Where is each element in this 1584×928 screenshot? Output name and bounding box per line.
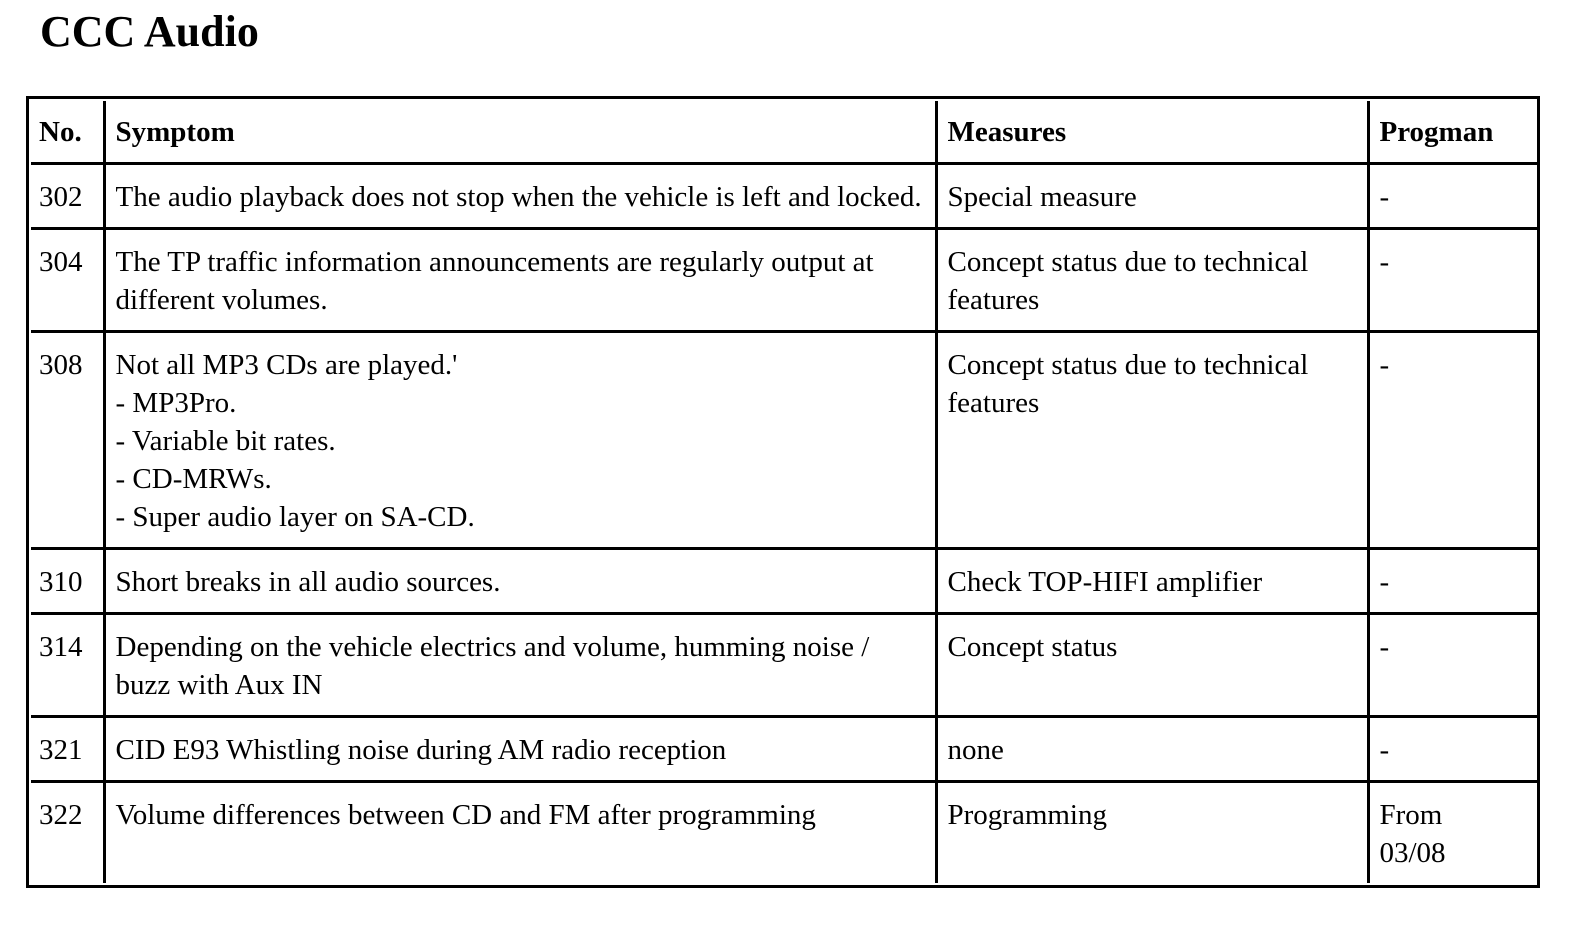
table-row <box>31 781 1539 883</box>
cell-progman <box>1368 228 1539 331</box>
cell-symptom <box>104 716 936 781</box>
cell-symptom <box>104 781 936 883</box>
cell-no: 322 <box>31 781 104 883</box>
cell-no: 321 <box>31 716 104 781</box>
cell-symptom <box>104 331 936 548</box>
header-measures: Measures <box>936 101 1368 163</box>
cell-symptom <box>104 228 936 331</box>
table-row <box>31 613 1539 716</box>
symptom-line: - Variable bit rates. <box>115 424 336 457</box>
header-symptom: Symptom <box>104 101 936 163</box>
table-body <box>31 163 1539 883</box>
progman-line: - <box>1379 630 1390 663</box>
cell-progman <box>1368 716 1539 781</box>
cell-progman <box>1368 331 1539 548</box>
symptom-line: - Super audio layer on SA-CD. <box>115 500 475 533</box>
cell-no: 310 <box>31 548 104 613</box>
symptom-line: Depending on the vehicle electrics and volume, humming noise / buzz with Aux IN <box>115 630 870 701</box>
cell-no: 314 <box>31 613 104 716</box>
table-row <box>31 548 1539 613</box>
cell-no: 304 <box>31 228 104 331</box>
page-title: CCC Audio <box>40 7 259 56</box>
table-row <box>31 331 1539 548</box>
cell-symptom <box>104 163 936 228</box>
table-row <box>31 716 1539 781</box>
cell-progman <box>1368 613 1539 716</box>
progman-line: From <box>1379 798 1443 831</box>
header-no: No. <box>31 101 104 163</box>
cell-no: 302 <box>31 163 104 228</box>
symptom-line: The TP traffic information announcements are regularly output at different volumes. <box>115 245 874 316</box>
cell-measures: Concept status due to technical features <box>936 228 1368 331</box>
cell-symptom <box>104 613 936 716</box>
symptom-line: Not all MP3 CDs are played.' <box>115 348 458 381</box>
symptom-line: Volume differences between CD and FM after programming <box>115 798 816 831</box>
cell-measures: Programming <box>936 781 1368 883</box>
table-header-row <box>31 101 1539 163</box>
cell-measures: Check TOP-HIFI amplifier <box>936 548 1368 613</box>
progman-line: - <box>1379 733 1390 766</box>
cell-no: 308 <box>31 331 104 548</box>
cell-progman <box>1368 163 1539 228</box>
progman-line: 03/08 <box>1379 836 1446 869</box>
progman-line: - <box>1379 348 1390 381</box>
header-progman: Progman <box>1368 101 1539 163</box>
cell-progman <box>1368 781 1539 883</box>
table-frame <box>26 96 1540 888</box>
cell-measures: Concept status <box>936 613 1368 716</box>
cell-symptom <box>104 548 936 613</box>
progman-line: - <box>1379 565 1390 598</box>
symptom-line: CID E93 Whistling noise during AM radio reception <box>115 733 727 766</box>
table-row <box>31 163 1539 228</box>
progman-line: - <box>1379 180 1390 213</box>
cell-measures: Special measure <box>936 163 1368 228</box>
symptom-line: Short breaks in all audio sources. <box>115 565 501 598</box>
symptom-table <box>31 101 1539 883</box>
cell-progman <box>1368 548 1539 613</box>
cell-measures: none <box>936 716 1368 781</box>
symptom-line: - MP3Pro. <box>115 386 237 419</box>
table-row <box>31 228 1539 331</box>
symptom-line: The audio playback does not stop when the vehicle is left and locked. <box>115 180 922 213</box>
symptom-line: - CD-MRWs. <box>115 462 272 495</box>
cell-measures: Concept status due to technical features <box>936 331 1368 548</box>
progman-line: - <box>1379 245 1390 278</box>
